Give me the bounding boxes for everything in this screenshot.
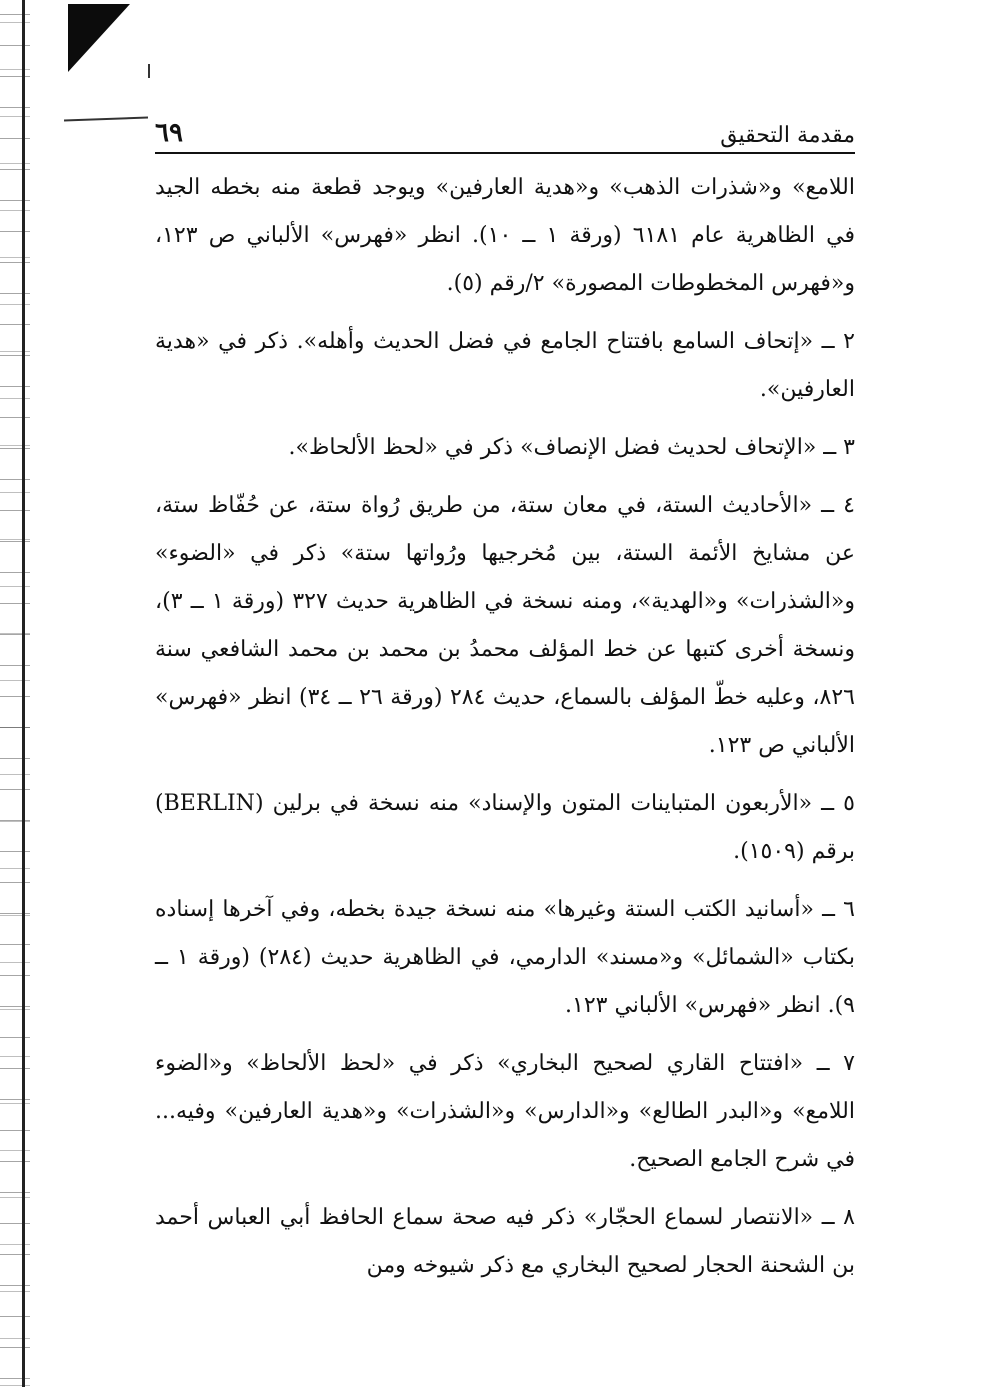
running-header bbox=[155, 118, 855, 148]
list-item-4: ٤ ــ «الأحاديث الستة، في معان ستة، من طريق رُواة ستة، عن حُفّاظ ستة، عن مشايخ الأئمة الستة، بين مُخرجيها ورُواتها ستة» ذكر في «الضوء» و«الشذرات» و«الهدية»، ومنه نسخة في الظاهرية حديث ٣٢٧ (ورقة ١ ــ ٣)، ونسخة أخرى كتبها عن خط المؤلف محمدُ بن محمد بن محمد الشافعي سنة ٨٢٦، وعليه خطّ المؤلف بالسماع، حديث ٢٨٤ (ورقة ٢٦ ــ ٣٤) انظر «فهرس» الألباني ص ١٢٣. bbox=[155, 493, 855, 758]
page-spine-line bbox=[22, 0, 25, 1387]
list-item-5: ٥ ــ «الأربعون المتباينات المتون والإسناد» منه نسخة في برلين (BERLIN) برقم (١٥٠٩). bbox=[155, 791, 855, 864]
page-number: ٦٩ bbox=[155, 118, 183, 148]
list-item-7: ٧ ــ «افتتاح القاري لصحيح البخاري» ذكر في «لحظ الألحاظ» و«الضوء اللامع» و«البدر الطالع» و«الدارس» و«الشذرات» و«هدية العارفين» وفيه... في شرح الجامع الصحيح. bbox=[155, 1051, 855, 1172]
header-rule bbox=[155, 152, 855, 154]
margin-pen-stroke bbox=[64, 117, 148, 122]
list-item-2: ٢ ــ «إتحاف السامع بافتتاح الجامع في فضل الحديث وأهله». ذكر في «هدية العارفين». bbox=[155, 329, 855, 402]
header-title: مقدمة التحقيق bbox=[720, 123, 855, 148]
list-item-6: ٦ ــ «أسانيد الكتب الستة وغيرها» منه نسخة جيدة بخطه، وفي آخرها إسناده بكتاب «الشمائل» و«مسند» الدارمي، في الظاهرية حديث (٢٨٤) (ورقة ١ ــ ٩). انظر «فهرس» الألباني ١٢٣. bbox=[155, 897, 855, 1018]
margin-tick-mark bbox=[148, 64, 150, 78]
list-item-3: ٣ ــ «الإتحاف لحديث فضل الإنصاف» ذكر في «لحظ الألحاظ». bbox=[288, 435, 855, 460]
scan-binding-edge bbox=[0, 0, 30, 1387]
paragraph-continuation: اللامع» و«شذرات الذهب» و«هدية العارفين» ويوجد قطعة منه بخطه الجيد في الظاهرية عام ٦١٨١ (ورقة ١ ــ ١٠). انظر «فهرس» الألباني ص ١٢٣، و«فهرس المخطوطات المصورة» ٢/رقم (٥). bbox=[155, 175, 855, 296]
corner-triangle-mark bbox=[68, 4, 130, 72]
list-item-8: ٨ ــ «الانتصار لسماع الحجّار» ذكر فيه صحة سماع الحافظ أبي العباس أحمد بن الشحنة الحجار لصحيح البخاري مع ذكر شيوخه ومن bbox=[155, 1205, 855, 1278]
body-text bbox=[155, 164, 855, 1300]
